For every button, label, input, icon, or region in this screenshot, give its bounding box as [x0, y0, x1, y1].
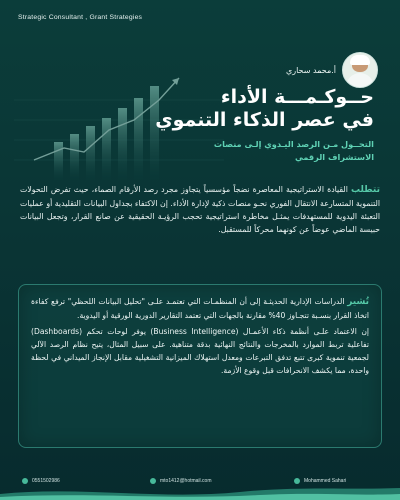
card-lead-word: تُشير [347, 297, 369, 307]
subtitle: التحــول مـن الرصد اليـدوي إلـى منصات الاستشراف الرقمي [213, 139, 374, 162]
footer-wave [0, 484, 400, 500]
author-name: أ.محمد سحاري [285, 65, 336, 75]
card-paragraph-1 [31, 295, 369, 322]
intro-body: القيادة الاستراتيجية المعاصرة نضجاً مؤسسياً يتجاوز مجرد رصد الأرقام الصماء، حيث تفرض التحولات التنموية المتسارعة الانتقال الفوري نحـو منصات ذكية لإدارة الأداء. إن الاكتفاء بجداول البيانات التقليدية أو عمليات التعبئة اليدوية للمستهدفات يمثـل مخاطرة استراتيجية تحجب الرؤيـة الحقيقية عن صانع القرار، وتجعل البيانات حبيسة الماضي عوضاً عن كونهما محركاً للمستقبل. [20, 185, 380, 234]
title-line-2: في عصر الذكاء التنموي [155, 109, 374, 131]
page-title [155, 86, 374, 132]
footer-phone-text: 0551502986 [32, 478, 60, 484]
title-line-1: حــوكـمـــة الأداء [220, 86, 374, 108]
card-p1: الدراسات الإدارية الحديثـة إلى أن المنظمـات التي تعتمـد علـى "تحليل البيانات اللحظي" ترفع كفاءة اتخاذ القرار بنسـبة تتجـاوز 40% مقارنة بالجهات التي تعتمد التقارير الدورية الورقية أو اليدوية. [31, 297, 369, 320]
card-paragraph-2: إن الاعتماد علـى أنظمة ذكاء الأعمـال (Business Intelligence) يوفر لوحات تحكم (Dashboards) تفاعلية تربط الموارد بالمخرجات والنتائج النهائية بدقة متناهية. على سبيل المثال، يتيح نظام الرصد الآلي لجمعية تنموية كبرى تتبع تدفق التبرعات ومعدل استهلاك الميزانية التشغيلية مقابل الإنجاز الميداني في لحظة واحدة، مما يكشف الانحرافات قبل وقوع الأزمة. [31, 327, 370, 375]
footer-name-text: Mohammed Sahari [304, 478, 347, 484]
header-text: Strategic Consultant , Grant Strategies [18, 14, 143, 21]
intro-paragraph [20, 183, 380, 236]
footer [0, 470, 400, 500]
avatar [342, 52, 378, 88]
highlight-card [18, 284, 382, 448]
author-block [286, 52, 378, 88]
intro-lead-word: تتطلب [350, 185, 380, 195]
footer-email-text: mto1412@hotmail.com [160, 478, 212, 484]
